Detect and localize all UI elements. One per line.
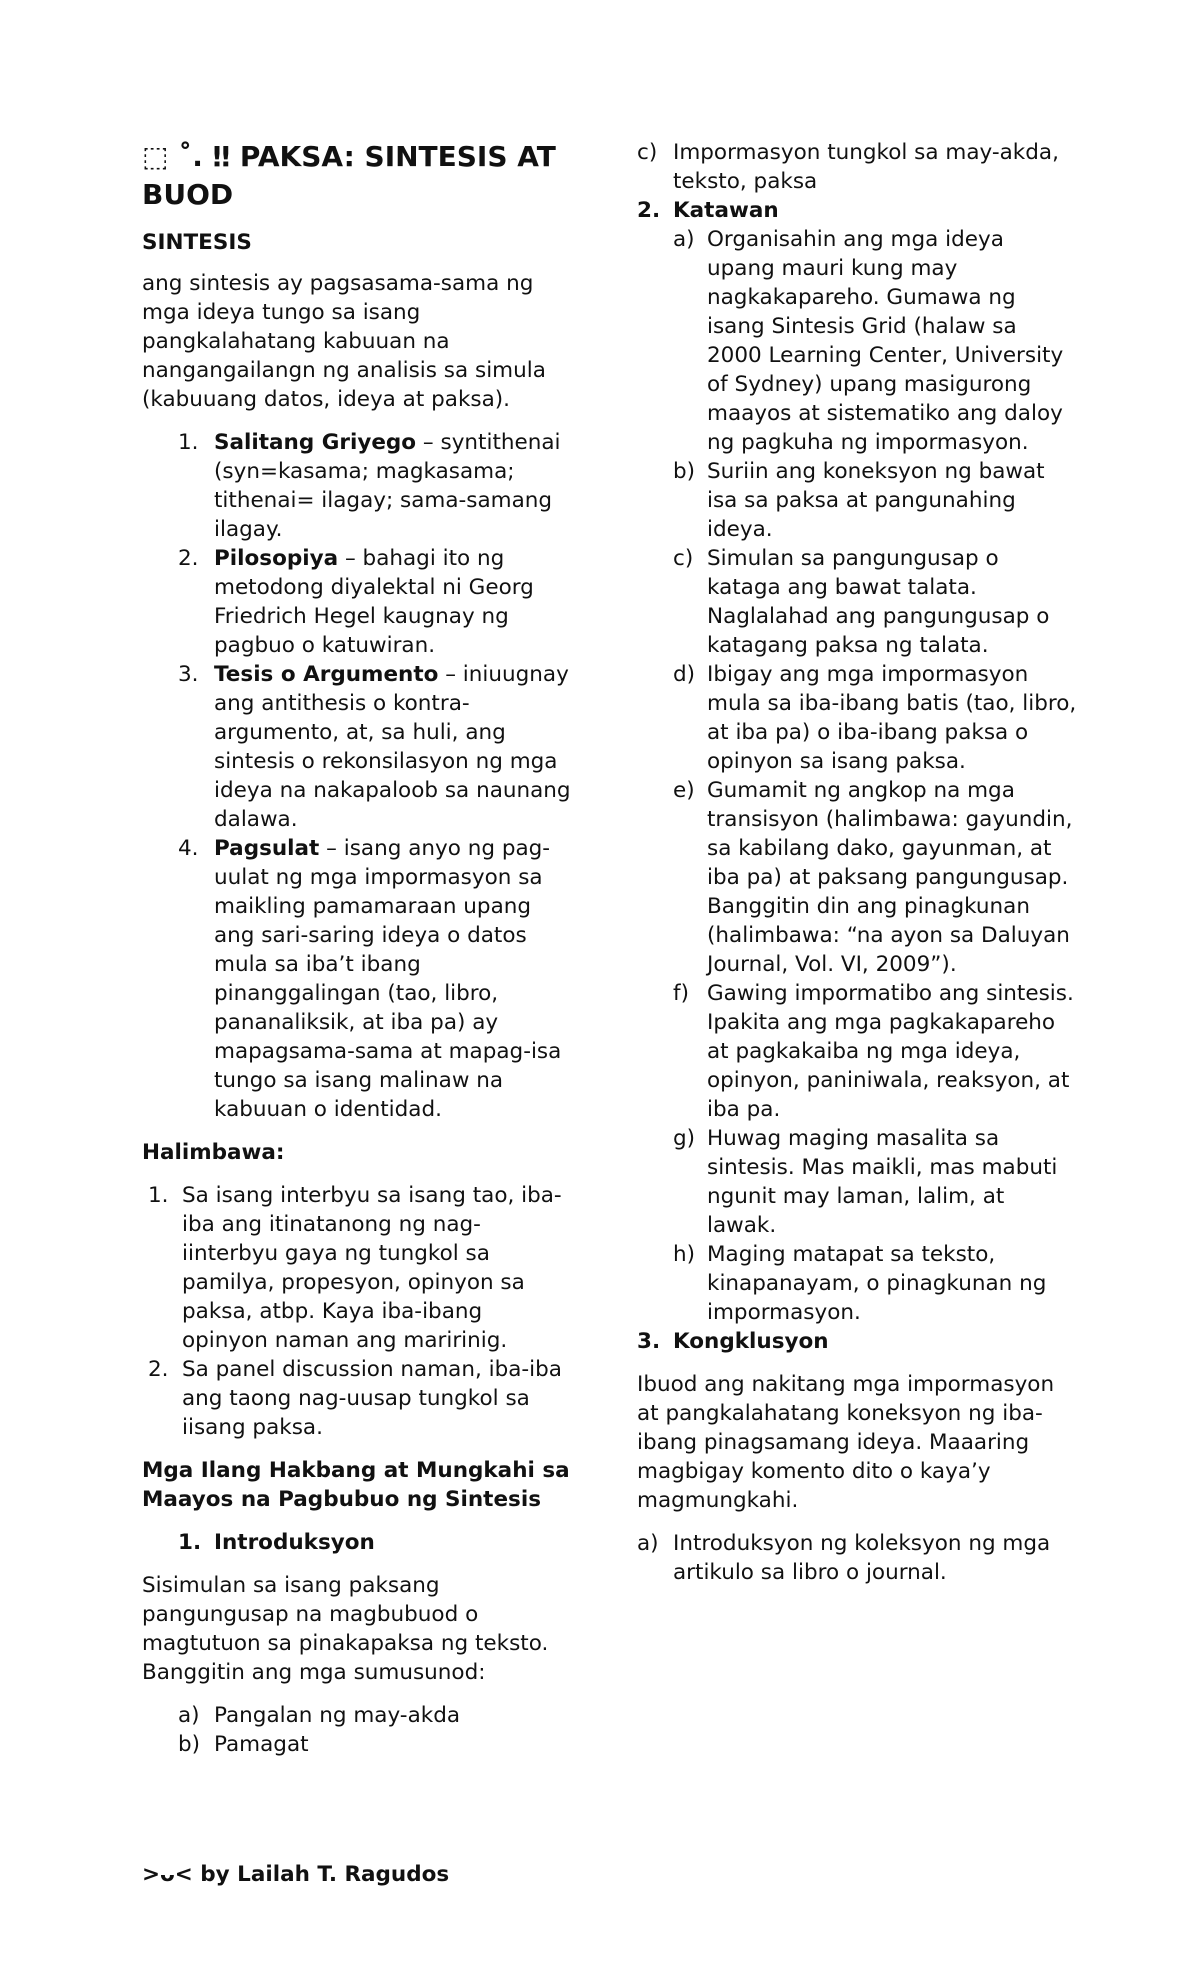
meaning-desc: – iniuugnay ang antithesis o kontra-argumento, at, sa huli, ang sintesis o rekonsilasyon ng mga ideya na nakapaloob sa naunang dalawa.	[214, 662, 571, 832]
meaning-desc: – syntithenai (syn=kasama; magkasama; tithenai= ilagay; sama-samang ilagay.	[214, 430, 561, 542]
katawan-heading-list	[637, 196, 1077, 225]
intro-paragraph: Sisimulan sa isang paksang pangungusap na magbubuod o magtutuon sa pinakapaksa ng teksto. Banggitin ang mga sumusunod:	[142, 1573, 549, 1685]
kongklusyon-paragraph: Ibuod ang nakitang mga impormasyon at pangkalahatang koneksyon ng iba-ibang pinagsamang ideya. Maaaring magbigay komento dito o kaya’y magmungkahi.	[637, 1372, 1055, 1513]
intro-heading: 1. Introduksyon	[178, 1530, 375, 1555]
intro-items	[142, 1701, 574, 1759]
katawan-item: c) Simulan sa pangungusap o kataga ang bawat talata. Naglalahad ang pangungusap o katagang paksa ng talata.	[673, 546, 1050, 658]
meaning-term: Pagsulat	[214, 836, 320, 861]
katawan-heading: 2. Katawan	[637, 198, 779, 223]
katawan-item: d) Ibigay ang mga impormasyon mula sa iba-ibang batis (tao, libro, at iba pa) o iba-ibang paksa o opinyon sa isang paksa.	[673, 662, 1077, 774]
intro-heading-list	[142, 1528, 574, 1557]
katawan-item: e) Gumamit ng angkop na mga transisyon (halimbawa: gayundin, sa kabilang dako, gayunman, at iba pa) at paksang pangungusap. Banggitin din ang pinagkunan (halimbawa: “na ayon sa Daluyan Journal, Vol. VI, 2009”).	[673, 778, 1073, 977]
katawan-item: f) Gawing impormatibo ang sintesis. Ipakita ang mga pagkakapareho at pagkakaiba ng mga ideya, opinyon, paniniwala, reaksyon, at iba pa.	[673, 981, 1074, 1122]
meaning-term: Pilosopiya	[214, 546, 339, 571]
meaning-item: 3. Tesis o Argumento – iniuugnay ang antithesis o kontra-argumento, at, sa huli, ang sintesis o rekonsilasyon ng mga ideya na nakapaloob sa naunang dalawa.	[178, 662, 571, 832]
hakbang-heading: Mga Ilang Hakbang at Mungkahi sa Maayos na Pagbubuo ng Sintesis	[142, 1458, 570, 1512]
meaning-term: Tesis o Argumento	[214, 662, 439, 687]
intro-item: c) Impormasyon tungkol sa may-akda, teksto, paksa	[637, 140, 1059, 194]
intro-items-cont	[637, 138, 1077, 196]
halimbawa-heading: Halimbawa:	[142, 1140, 285, 1165]
meanings-list	[142, 428, 574, 1124]
meaning-item: 2. Pilosopiya – bahagi ito ng metodong diyalektal ni Georg Friedrich Hegel kaugnay ng pagbuo o katuwiran.	[178, 546, 534, 658]
halimbawa-item: 1. Sa isang interbyu sa isang tao, iba-iba ang itinatanong ng nag-iinterbyu gaya ng tungkol sa pamilya, propesyon, opinyon sa paksa, atbp. Kaya iba-ibang opinyon naman ang maririnig.	[148, 1183, 562, 1353]
title-text: PAKSA: SINTESIS AT BUOD	[142, 140, 556, 211]
meaning-item: 1. Salitang Griyego – syntithenai (syn=kasama; magkasama; tithenai= ilagay; sama-samang ilagay.	[178, 430, 561, 542]
katawan-items	[637, 225, 1077, 1327]
katawan-item: h) Maging matapat sa teksto, kinapanayam, o pinagkunan ng impormasyon.	[673, 1242, 1047, 1325]
katawan-item: g) Huwag maging masalita sa sintesis. Mas maikli, mas mabuti ngunit may laman, lalim, at lawak.	[673, 1126, 1058, 1238]
intro-item: a) Pangalan ng may-akda	[178, 1703, 461, 1728]
meaning-desc: – bahagi ito ng metodong diyalektal ni Georg Friedrich Hegel kaugnay ng pagbuo o katuwiran.	[214, 546, 534, 658]
halimbawa-list	[142, 1181, 574, 1442]
kongklusyon-items	[637, 1529, 1077, 1587]
footer-author: >ᴗ< by Lailah T. Ragudos	[142, 1862, 450, 1887]
kongklusyon-item: a) Introduksyon ng koleksyon ng mga artikulo sa libro o journal.	[637, 1531, 1051, 1585]
meaning-item: 4. Pagsulat – isang anyo ng pag-uulat ng mga impormasyon sa maikling pamamaraan upang ang sari-saring ideya o datos mula sa iba’t ibang pinanggalingan (tao, libro, pananaliksik, at iba pa) ay mapagsama-sama at mapag-isa tungo sa isang malinaw na kabuuan o identidad.	[178, 836, 562, 1122]
sintesis-heading: SINTESIS	[142, 230, 252, 255]
meaning-desc: – isang anyo ng pag-uulat ng mga impormasyon sa maikling pamamaraan upang ang sari-saring ideya o datos mula sa iba’t ibang pinanggalingan (tao, libro, pananaliksik, at iba pa) ay mapagsama-sama at mapag-isa tungo sa isang malinaw na kabuuan o identidad.	[214, 836, 562, 1122]
katawan-item: a) Organisahin ang mga ideya upang mauri kung may nagkakapareho. Gumawa ng isang Sintesis Grid (halaw sa 2000 Learning Center, University of Sydney) upang masigurong maayos at sistematiko ang daloy ng pagkuha ng impormasyon.	[673, 227, 1064, 455]
intro-item: b) Pamagat	[178, 1732, 309, 1757]
left-column	[142, 138, 574, 1759]
kongklusyon-heading-list	[637, 1327, 1077, 1356]
title-symbols: ⬚ ˚. ‼	[142, 140, 231, 173]
halimbawa-item: 2. Sa panel discussion naman, iba-iba ang taong nag-uusap tungkol sa iisang paksa.	[148, 1357, 562, 1440]
meaning-term: Salitang Griyego	[214, 430, 417, 455]
definition-paragraph: ang sintesis ay pagsasama-sama ng mga ideya tungo sa isang pangkalahatang kabuuan na nangangailangn ng analisis sa simula (kabuuang datos, ideya at paksa).	[142, 271, 546, 412]
right-column	[637, 138, 1077, 1587]
page-title	[142, 138, 574, 214]
katawan-item: b) Suriin ang koneksyon ng bawat isa sa paksa at pangunahing ideya.	[673, 459, 1045, 542]
kongklusyon-heading: 3. Kongklusyon	[637, 1329, 829, 1354]
